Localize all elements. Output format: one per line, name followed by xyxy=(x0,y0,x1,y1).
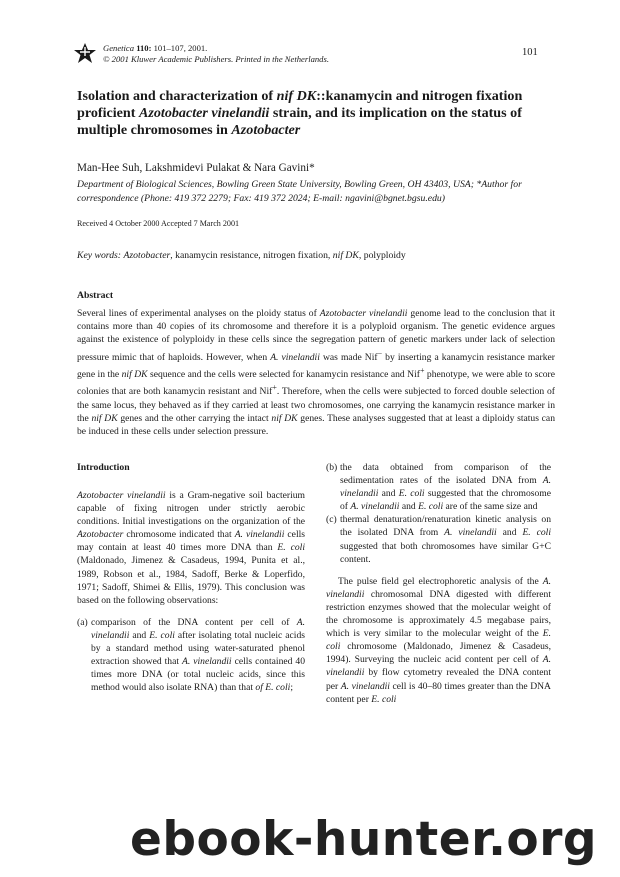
journal-pages: 101–107, 2001. xyxy=(151,43,208,53)
intro-paragraph: Azotobacter vinelandii is a Gram-negative soil bacterium capable of fixing nitrogen under strictly aerobic conditions. Initial investigations on the organization of the Azotobacter chromosome indicated that A. vinelandii cells may contain at least 40 times more DNA than E. coli (Maldonado, Jimenez & Casadeus, 1994, Punita et al., 1989, Robson et al., 1984, Sadoff, Berke & Loperfido, 1971; Sadoff, Shimei & Ellis, 1979). This conclusion was based on the following observations: xyxy=(77,490,306,606)
copyright-line: © 2001 Kluwer Academic Publishers. Printed in the Netherlands. xyxy=(103,54,329,64)
right-column xyxy=(326,461,551,706)
journal-volume: 110: xyxy=(136,43,152,53)
introduction-heading: Introduction xyxy=(77,462,130,473)
list-item-b: (b) the data obtained from comparison of the sedimentation rates of the isolated DNA from A. vinelandii and E. coli suggested that the chromosome of A. vinelandii and E. coli are of the same size and xyxy=(326,462,552,513)
abstract-text: Several lines of experimental analyses on the ploidy status of Azotobacter vinelandii genome lead to the conclusion that it contains more than 40 copies of its chromosome and therefore it is a polyploid organism. The genetic evidence argues against the existence of polyploidy in these cells since the segregation pattern of genetic markers under lack of selection pressure mimic that of haploids. However, when A. vinelandii was made Nif− by inserting a kanamycin resistance marker gene in the nif DK sequence and the cells were selected for kanamycin resistance and Nif+ phenotype, we were able to score colonies that are both kanamycin resistant and Nif+. Therefore, when the cells were subjected to forced double selection of the same locus, they behaved as if they carried at least two chromosomes, one carrying the kanamycin resistance marker in the nif DK genes and the other carrying the intact nif DK genes. These analyses suggested that at least a diploidy status can be induced in these cells under selection pressure. xyxy=(77,308,555,438)
journal-citation xyxy=(103,43,329,65)
author-list: Man-Hee Suh, Lakshmidevi Pulakat & Nara Gavini* xyxy=(77,162,315,174)
kluwer-logo-icon xyxy=(73,42,97,66)
affiliation: Department of Biological Sciences, Bowling Green State University, Bowling Green, OH 43403, USA; *Author for correspondence (Phone: 419 372 2279; Fax: 419 372 2024; E-mail: ngavini@bgnet.bgsu.edu) xyxy=(77,179,522,204)
abstract-heading: Abstract xyxy=(77,290,114,301)
journal-name: Genetica xyxy=(103,43,135,53)
watermark-text: ebook-hunter.org xyxy=(130,812,598,867)
intro-paragraph-2: The pulse field gel electrophoretic analysis of the A. vinelandii chromosomal DNA digested with different restriction enzymes showed that the molecular weight of the chromosome is approximately 4.5 megabase pairs, which is very similar to the molecular weight of the E. coli chromosome (Maldonado, Jimenez & Casadeus, 1994). Surveying the nucleic acid content per cell of A. vinelandii by flow cytometry revealed the DNA content per A. vinelandii cell is 40–80 times greater than the DNA content per E. coli xyxy=(326,575,551,705)
received-dates: Received 4 October 2000 Accepted 7 March 2001 xyxy=(77,219,240,228)
list-item-c: (c) thermal denaturation/renaturation kinetic analysis on the isolated DNA from A. vinelandii and E. coli suggested that both chromosomes have similar G+C content. xyxy=(326,514,552,565)
list-item-a: (a) comparison of the DNA content per cell of A. vinelandii and E. coli after isolating total nucleic acids by a standard method using water-saturated phenol extraction showed that A. vinelandii cells contained 40 times more DNA (or total nucleic acids, since this method would also isolate RNA) than that of E. coli; xyxy=(77,616,306,694)
keywords: Key words: Azotobacter, kanamycin resistance, nitrogen fixation, nif DK, polyploidy xyxy=(77,250,406,261)
page-number: 101 xyxy=(522,47,538,58)
left-column xyxy=(77,489,305,694)
paper-title: Isolation and characterization of nif DK::kanamycin and nitrogen fixation proficient Azotobacter vinelandii strain, and its implication on the status of multiple chromosomes in Azotobacter xyxy=(77,88,523,138)
